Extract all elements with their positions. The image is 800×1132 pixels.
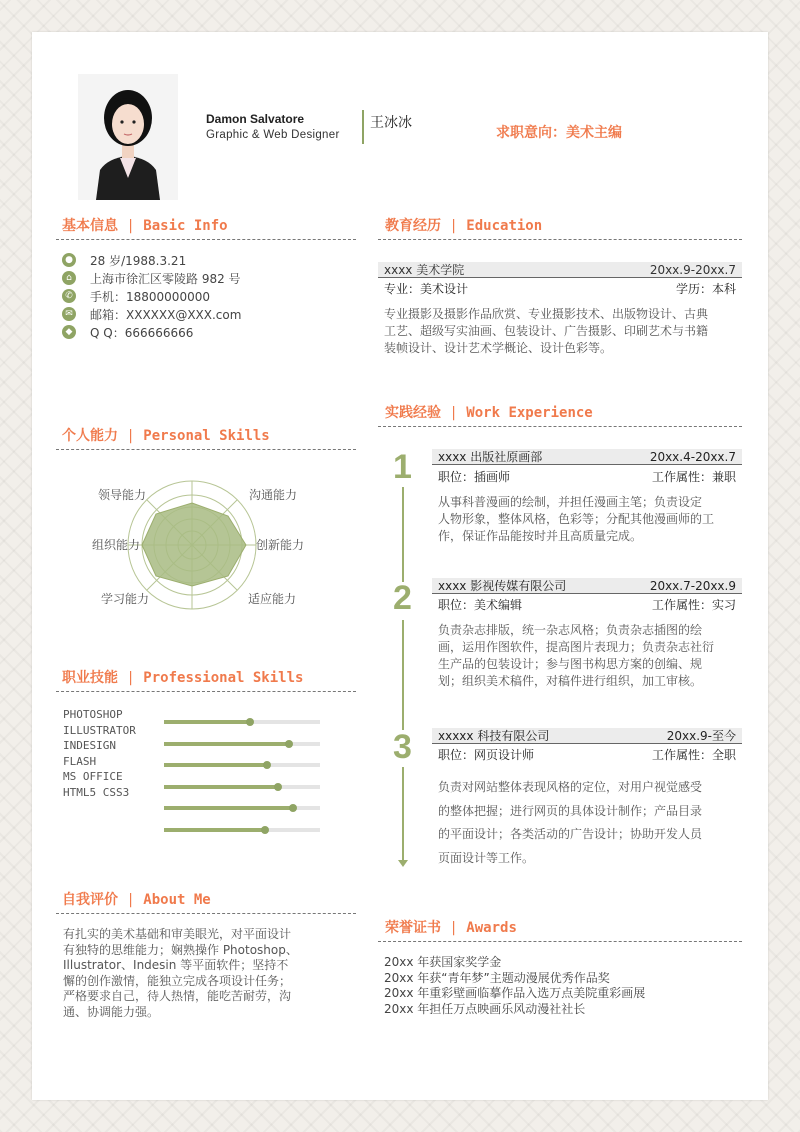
person-icon: ●: [62, 253, 76, 267]
job-description: 负责杂志排版，统一杂志风格；负责杂志插图的绘 画，运用作图软件，提高图片表现力；负责杂志社衍 生产品的包装设计；参与图书构思方案的创编、规 划；组织美术稿件，对稿件进行组织，加工审核。: [438, 623, 715, 688]
job-number: 3: [393, 728, 412, 766]
section-rule: [56, 239, 356, 240]
job-period: 20xx.9-至今: [666, 729, 736, 743]
award-item: 20xx 年获“青年梦”主题动漫展优秀作品奖: [384, 970, 610, 985]
skill-bar-knob: [274, 783, 282, 791]
section-title-work-experience: 实践经验 | Work Experience: [385, 405, 593, 421]
job-subheader: [432, 746, 742, 763]
section-title-professional-skills: 职业技能 | Professional Skills: [62, 670, 304, 686]
education-header: [378, 262, 742, 278]
section-title-personal-skills: 个人能力 | Personal Skills: [62, 428, 270, 444]
skill-bar-knob: [285, 740, 293, 748]
education-subheader: [378, 280, 742, 297]
qq-icon: ◆: [62, 325, 76, 339]
education-description: 专业摄影及摄影作品欣赏、专业摄影技术、出版物设计、古典 工艺、超级写实油画、包装设计、广告摄影、印刷艺术与书籍 装帧设计、设计艺术学概论、设计色彩等。: [384, 307, 709, 355]
award-item: 20xx 年获国家奖学金: [384, 955, 502, 969]
skill-label: MS OFFICE: [63, 770, 123, 783]
section-rule: [56, 913, 356, 914]
skill-label: ILLUSTRATOR: [63, 723, 136, 737]
resume-page: [32, 32, 768, 1100]
section-rule: [378, 426, 742, 427]
mail-icon: ✉: [62, 307, 76, 321]
skill-bar: [164, 785, 320, 789]
education-period: 20xx.9-20xx.7: [649, 262, 736, 277]
award-item: 20xx 年重彩壁画临摹作品入选万点美院重彩画展: [384, 986, 646, 1000]
radar-label-adaptability: 适应能力: [248, 592, 297, 606]
job-position: 职位：美术编辑: [438, 598, 523, 612]
section-rule: [56, 449, 356, 450]
job-description: 从事科普漫画的绘制，并担任漫画主笔；负责设定 人物形象，整体风格，色彩等；分配其他漫画师的工 作，保证作品能按时并且高质量完成。: [438, 495, 715, 543]
job-period: 20xx.4-20xx.7: [649, 449, 736, 464]
info-row-address: ⌂ 上海市徐汇区零陵路 982 号: [62, 269, 362, 287]
section-rule: [56, 691, 356, 692]
awards-list: [384, 955, 744, 1017]
job-header: [432, 578, 742, 594]
section-rule: [378, 239, 742, 240]
info-row-age: ● 28 岁/1988.3.21: [62, 251, 362, 269]
skill-label: HTML5 CSS3: [63, 785, 130, 799]
skill-bar-knob: [261, 826, 269, 834]
school-name: xxxx 美术学院: [384, 263, 465, 277]
skill-bar: [164, 806, 320, 810]
job-header: [432, 728, 742, 744]
job-period: 20xx.7-20xx.9: [649, 578, 736, 593]
skill-label: INDESIGN: [63, 739, 116, 752]
job-position: 职位：网页设计师: [438, 748, 535, 762]
radar-label-innovation: 创新能力: [256, 538, 305, 552]
job-type: 工作属性：全职: [651, 748, 736, 762]
timeline-line: [402, 620, 404, 730]
timeline-line: [402, 487, 404, 582]
job-type: 工作属性：兼职: [651, 470, 736, 484]
timeline-arrow: [398, 860, 408, 867]
radar-label-organization: 组织能力: [91, 538, 140, 552]
company-name: xxxx 出版社原画部: [438, 450, 543, 464]
radar-label-communication: 沟通能力: [249, 488, 298, 502]
skill-bar: [164, 828, 320, 832]
award-item: 20xx 年担任万点映画乐风动漫社社长: [384, 1001, 586, 1016]
section-title-about-me: 自我评价 | About Me: [62, 892, 211, 908]
section-title-basic-info: 基本信息 | Basic Info: [62, 218, 228, 234]
job-type: 工作属性：实习: [651, 598, 736, 612]
job-position: 职位：插画师: [438, 470, 511, 484]
about-text: 有扎实的美术基础和审美眼光，对平面设计 有独特的思维能力；娴熟操作 Photoshop、 Illustrator、Indesin 等平面软件；坚持不 懈的创作激情，能独立完成各项设计任务； 严格要求自己，待人热情，能吃苦耐劳，沟 通、协调能力强。: [63, 927, 298, 1019]
job-description: 负责对网站整体表现风格的定位，对用户视觉感受 的整体把握；进行网页的具体设计制作；产品目录 的平面设计；各类活动的广告设计；协助开发人员 页面设计等工作。: [438, 780, 703, 865]
radar-label-leadership: 领导能力: [97, 488, 146, 502]
location-icon: ⌂: [62, 271, 76, 285]
info-row-email: ✉ 邮箱：XXXXXX@XXX.com: [62, 305, 362, 323]
skill-bar-knob: [263, 761, 271, 769]
major: 专业：美术设计: [384, 282, 469, 296]
degree: 学历：本科: [675, 282, 736, 296]
skill-bar: [164, 742, 320, 746]
job-title-english: Graphic & Web Designer: [206, 129, 340, 141]
skill-bars: [164, 720, 320, 832]
skill-bar: [164, 763, 320, 767]
timeline-line: [402, 767, 404, 862]
skill-bar-knob: [289, 804, 297, 812]
skill-label: PHOTOSHOP: [63, 708, 123, 721]
job-objective: 求职意向：美术主编: [496, 125, 622, 141]
info-row-phone: ✆ 手机：18800000000: [62, 287, 362, 305]
radar-label-learning: 学习能力: [100, 592, 149, 606]
company-name: xxxxx 科技有限公司: [438, 729, 550, 743]
skill-label: FLASH: [63, 754, 97, 768]
info-row-qq: ◆ Q Q：666666666: [62, 323, 362, 341]
name-chinese: 王冰冰: [370, 115, 412, 131]
job-number: 1: [393, 448, 412, 486]
job-header: [432, 449, 742, 465]
section-rule: [378, 941, 742, 942]
job-number: 2: [393, 579, 412, 617]
header-divider: [362, 110, 364, 144]
skill-bar: [164, 720, 320, 724]
section-title-awards: 荣誉证书 | Awards: [385, 920, 517, 936]
job-subheader: [432, 468, 742, 485]
section-title-education: 教育经历 | Education: [385, 218, 543, 234]
profile-photo: [78, 74, 178, 200]
job-subheader: [432, 596, 742, 613]
company-name: xxxx 影视传媒有限公司: [438, 579, 567, 593]
name-english: Damon Salvatore: [206, 112, 305, 126]
phone-icon: ✆: [62, 289, 76, 303]
personal-skills-radar: [52, 468, 362, 618]
skill-bar-knob: [246, 718, 254, 726]
basic-info-list: [62, 251, 362, 341]
